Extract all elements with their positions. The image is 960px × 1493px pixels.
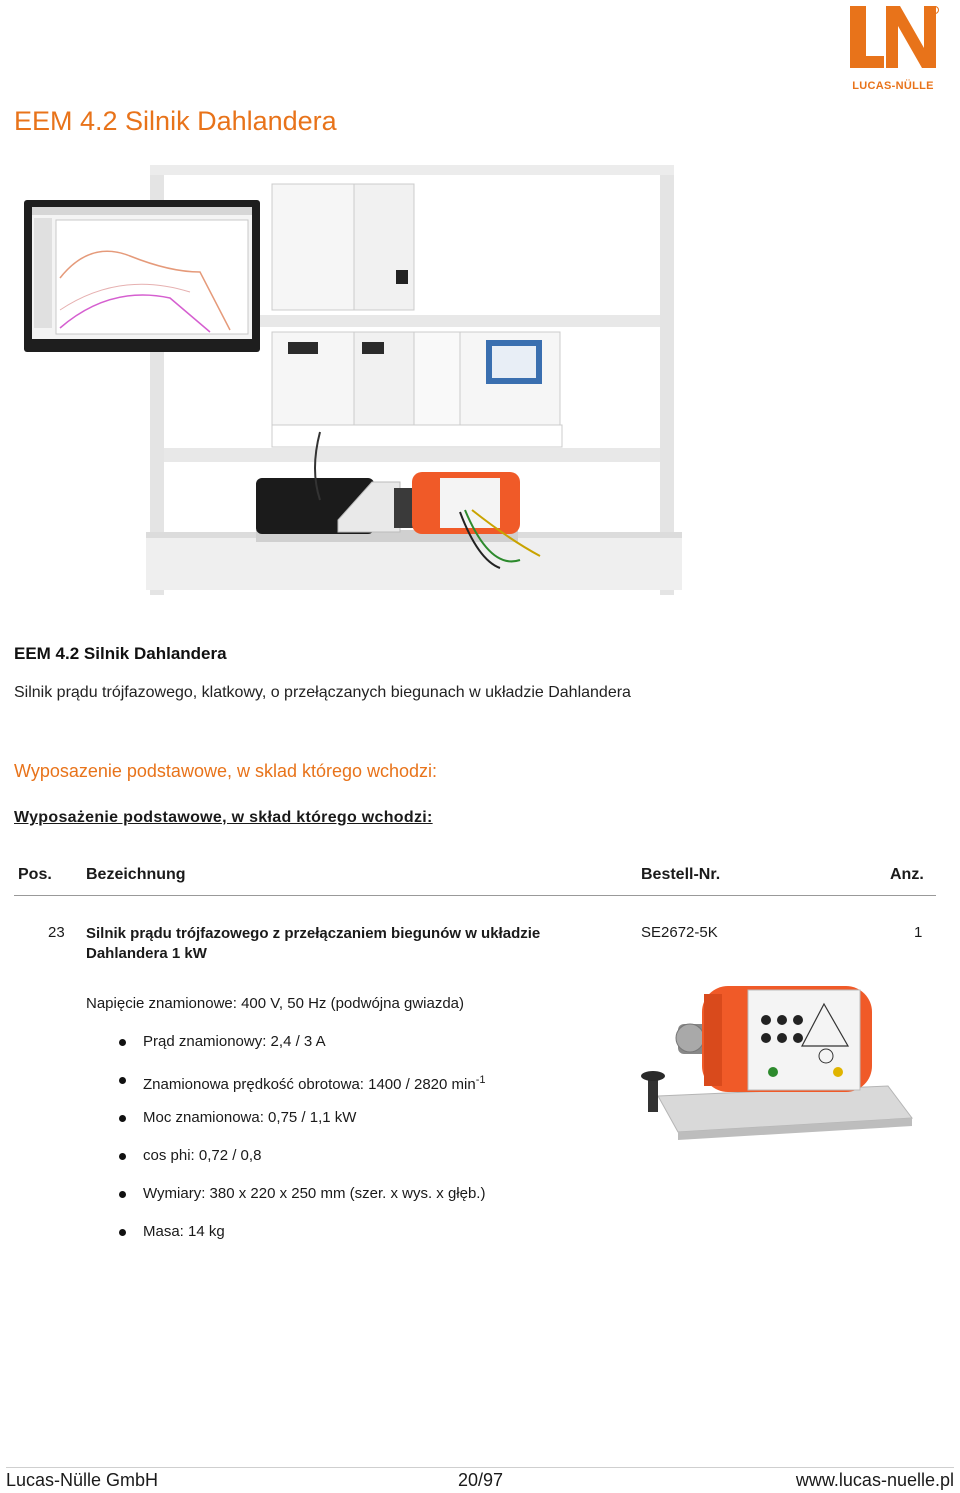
row-order-number: SE2672-5K <box>641 924 718 941</box>
bullet-icon <box>119 1077 126 1084</box>
col-header-pos: Pos. <box>18 866 52 883</box>
col-header-qty: Anz. <box>890 866 924 883</box>
spec-intro: Napięcie znamionowe: 400 V, 50 Hz (podwójna gwiazda) <box>86 995 465 1012</box>
bullet-icon <box>119 1191 126 1198</box>
section-heading: EEM 4.2 Silnik Dahlandera <box>14 644 227 663</box>
col-header-order: Bestell-Nr. <box>641 866 721 883</box>
bullet-icon <box>119 1229 126 1236</box>
footer-page-number: 20/97 <box>458 1470 504 1490</box>
bullet-icon <box>119 1115 126 1122</box>
footer-company: Lucas-Nülle GmbH <box>6 1470 159 1490</box>
list-item: Prąd znamionowy: 2,4 / 3 A <box>86 1032 485 1070</box>
spec-list <box>86 1032 485 1260</box>
list-item: Moc znamionowa: 0,75 / 1,1 kW <box>86 1108 485 1146</box>
list-item: Wymiary: 380 x 220 x 250 mm (szer. x wys. x głęb.) <box>86 1184 485 1222</box>
bullet-icon <box>119 1039 126 1046</box>
logo-text: LUCAS-NÜLLE <box>852 80 934 92</box>
equipment-section-link[interactable]: Wyposażenie podstawowe, w skład którego wchodzi: <box>14 809 433 826</box>
page-title: EEM 4.2 Silnik Dahlandera <box>14 106 337 136</box>
product-description: Silnik prądu trójfazowego, klatkowy, o przełączanych biegunach w układzie Dahlandera <box>14 684 631 701</box>
motor-product-photo <box>638 976 914 1156</box>
row-item-name: Silnik prądu trójfazowego z przełączaniem biegunów w układzie Dahlandera 1 kW <box>86 925 541 962</box>
row-quantity: 1 <box>914 924 923 941</box>
workstation-photo <box>20 160 688 600</box>
col-header-name: Bezeichnung <box>86 866 186 883</box>
equipment-section-title: Wyposazenie podstawowe, w sklad którego wchodzi: <box>14 761 438 781</box>
list-item: cos phi: 0,72 / 0,8 <box>86 1146 485 1184</box>
list-item: Masa: 14 kg <box>86 1222 485 1260</box>
speed-unit-exponent: -1 <box>475 1074 486 1086</box>
footer-divider <box>6 1467 954 1468</box>
footer-website-link[interactable]: www.lucas-nuelle.pl <box>795 1470 954 1490</box>
list-item: Znamionowa prędkość obrotowa: 1400 / 2820 $\min^{-1}$ <box>86 1070 485 1108</box>
row-position: 23 <box>48 924 65 941</box>
bullet-icon <box>119 1153 126 1160</box>
table-header-divider <box>14 895 936 896</box>
